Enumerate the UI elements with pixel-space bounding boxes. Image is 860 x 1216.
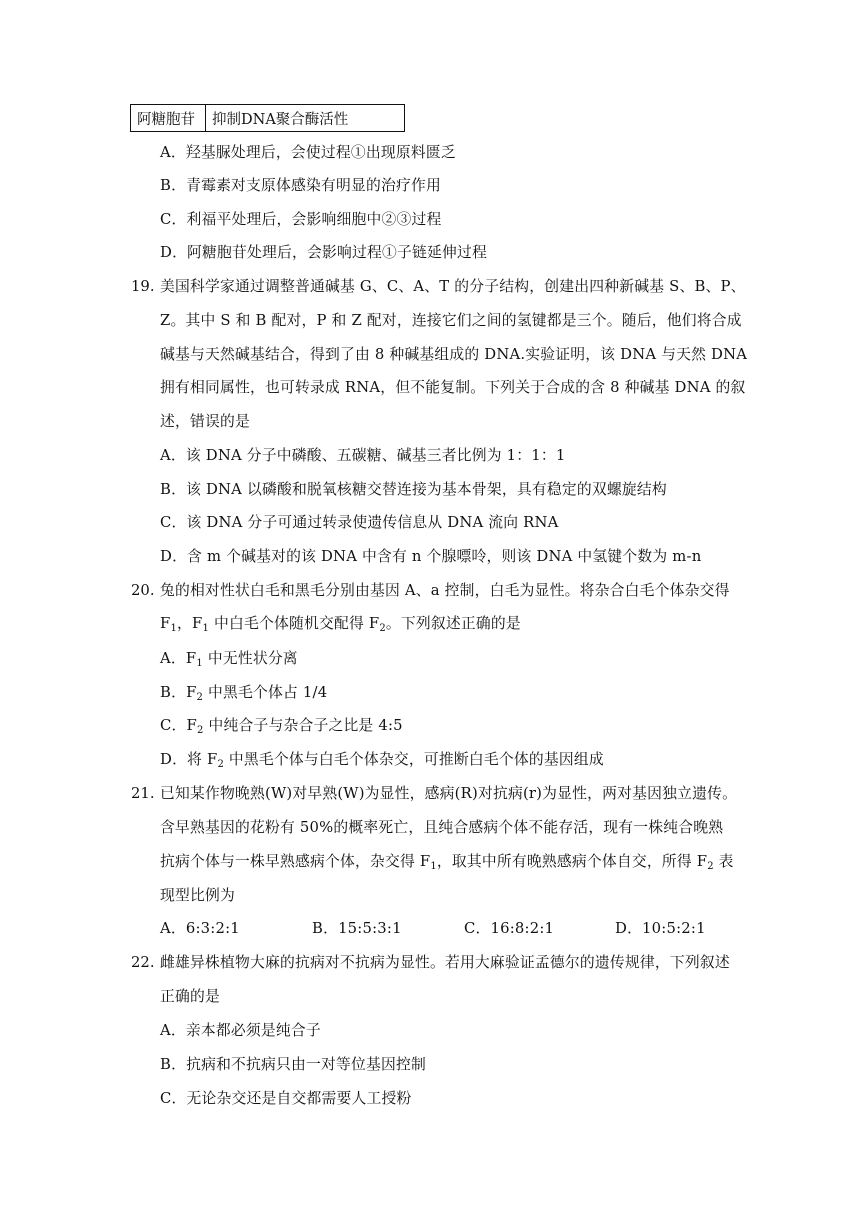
table-cell-effect: 抑制DNA聚合酶活性 — [206, 105, 405, 132]
table-row — [131, 105, 405, 132]
q21-stem-line: 现型比例为 — [160, 887, 235, 904]
q20-option-b: B．$F_2$ 中黑毛个体占 1/4 — [160, 684, 328, 703]
q19-number: 19. — [131, 278, 155, 295]
table-cell-drug: 阿糖胞苷 — [131, 105, 206, 132]
q20-stem-line: 兔的相对性状白毛和黑毛分别由基因 A、a 控制，白毛为显性。将杂合白毛个体杂交得 — [160, 582, 730, 599]
q22-number: 22. — [131, 954, 155, 971]
q18-option-c: C．利福平处理后，会影响细胞中②③过程 — [160, 211, 442, 228]
drug-table — [130, 104, 405, 132]
q20-number: 20. — [131, 582, 155, 599]
q19-stem-line: 碱基与天然碱基结合，得到了由 8 种碱基组成的 DNA.实验证明，该 DNA 与天然 DNA — [160, 346, 748, 363]
q19-option-d: D．含 m 个碱基对的该 DNA 中含有 n 个腺嘌呤，则该 DNA 中氢键个数为 m-n — [160, 548, 702, 565]
q19-option-c: C．该 DNA 分子可通过转录使遗传信息从 DNA 流向 RNA — [160, 514, 559, 531]
q18-option-d: D．阿糖胞苷处理后，会影响过程①子链延伸过程 — [160, 244, 487, 261]
q18-option-b: B．青霉素对支原体感染有明显的治疗作用 — [160, 177, 442, 194]
q19-stem-line: 述，错误的是 — [160, 413, 250, 430]
q21-option-c: C．16:8:2:1 — [464, 920, 555, 937]
q22-stem-line: 雌雄异株植物大麻的抗病对不抗病为显性。若用大麻验证孟德尔的遗传规律，下列叙述 — [160, 954, 730, 971]
q18-option-a: A．羟基脲处理后，会使过程①出现原料匮乏 — [160, 144, 456, 161]
q19-stem-line: Z。其中 S 和 B 配对，P 和 Z 配对，连接它们之间的氢键都是三个。随后，他们将合成 — [160, 312, 742, 329]
q21-number: 21. — [131, 785, 155, 802]
q21-option-a: A．6:3:2:1 — [160, 920, 240, 937]
q22-stem-line: 正确的是 — [160, 988, 220, 1005]
q22-option-c: C．无论杂交还是自交都需要人工授粉 — [160, 1090, 412, 1107]
q22-option-b: B．抗病和不抗病只由一对等位基因控制 — [160, 1056, 427, 1073]
q21-option-d: D．10:5:2:1 — [615, 920, 706, 937]
q22-option-a: A．亲本都必须是纯合子 — [160, 1022, 321, 1039]
q21-stem-line: 已知某作物晚熟(W)对早熟(W)为显性，感病(R)对抗病(r)为显性，两对基因独立遗传。 — [160, 785, 738, 802]
q19-stem-line: 美国科学家通过调整普通碱基 G、C、A、T 的分子结构，创建出四种新碱基 S、B、P、 — [160, 278, 746, 295]
q20-stem-line: $F_1$，$F_1$ 中白毛个体随机交配得 $F_2$。下列叙述正确的是 — [160, 615, 521, 634]
q19-option-a: A．该 DNA 分子中磷酸、五碳糖、碱基三者比例为 1：1：1 — [160, 447, 566, 464]
q19-option-b: B．该 DNA 以磷酸和脱氧核糖交替连接为基本骨架，具有稳定的双螺旋结构 — [160, 481, 667, 498]
q21-stem-line: 抗病个体与一株早熟感病个体，杂交得 $F_1$，取其中所有晚熟感病个体自交，所得 $F_2$ 表 — [160, 853, 734, 872]
q20-option-a: A．$F_1$ 中无性状分离 — [160, 650, 298, 669]
q21-option-b: B．15:5:3:1 — [312, 920, 402, 937]
q20-option-d: D．将 $F_2$ 中黑毛个体与白毛个体杂交，可推断白毛个体的基因组成 — [160, 751, 604, 770]
q20-option-c: C．$F_2$ 中纯合子与杂合子之比是 4:5 — [160, 717, 403, 736]
q19-stem-line: 拥有相同属性，也可转录成 RNA，但不能复制。下列关于合成的含 8 种碱基 DNA 的叙 — [160, 379, 746, 396]
q21-stem-line: 含早熟基因的花粉有 50%的概率死亡，且纯合感病个体不能存活，现有一株纯合晚熟 — [160, 819, 724, 836]
